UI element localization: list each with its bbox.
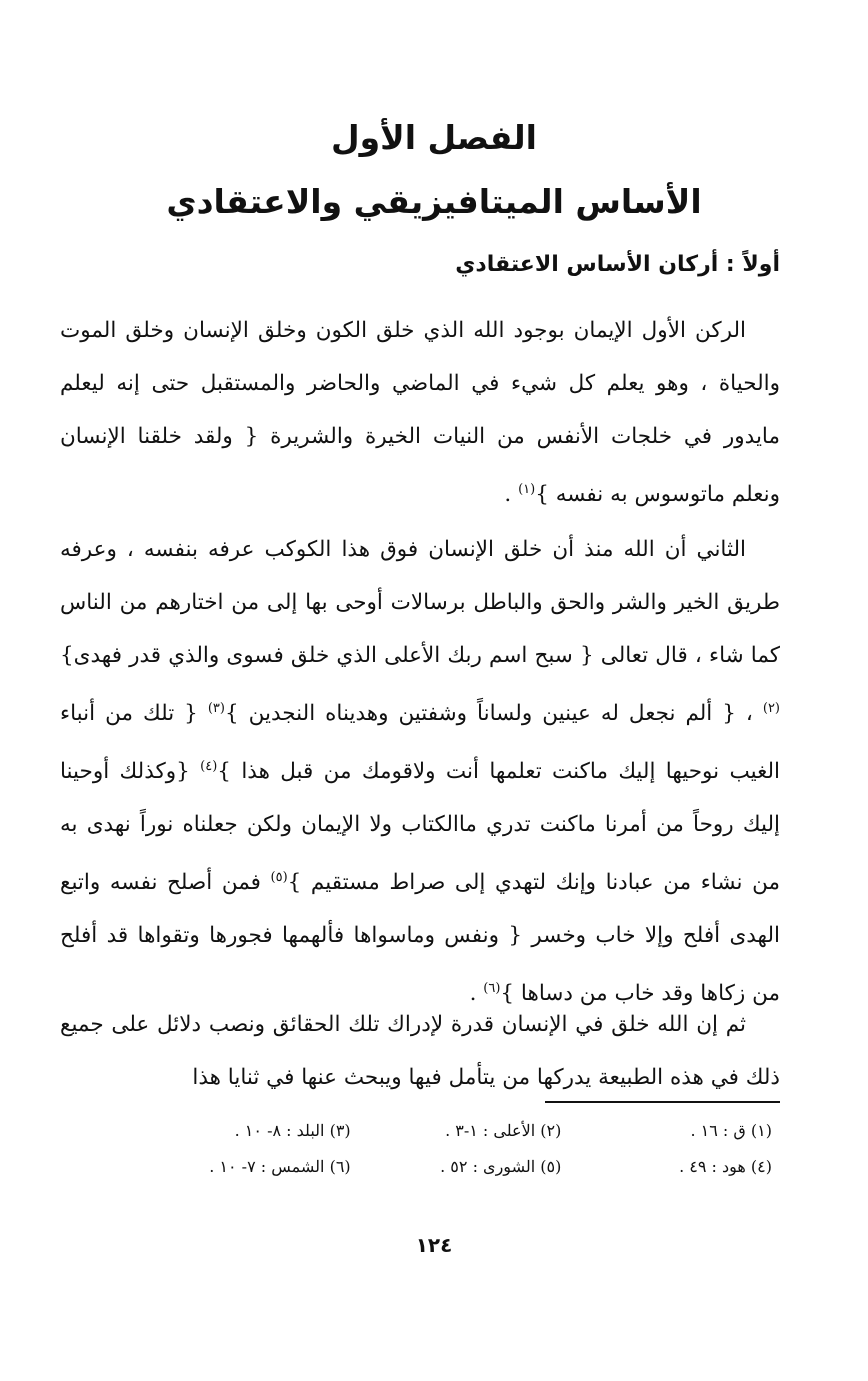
footnote-ref-5: (٥) xyxy=(270,870,288,886)
paragraph-2-part-6: . xyxy=(469,981,484,1007)
footnote-ref-4: (٤) xyxy=(200,759,218,775)
paragraph-2-part-4: {وكذلك أوحينا إليك روحاً من أمرنا ماكنت تدري ماالكتاب ولا الإيمان ولكن جعلناه نوراً نهدى به من نشاء من عبادنا وإنك لتهدي إلى صراط مستقيم } xyxy=(60,759,780,896)
footnote-ref-3: (٣) xyxy=(207,701,225,716)
footnote-6: (٦) الشمس : ٧- ١٠ . xyxy=(209,1157,351,1176)
footnote-ref-1: (١) xyxy=(518,482,536,497)
paragraph-3 xyxy=(60,998,780,1104)
chapter-heading: الفصل الأول xyxy=(331,118,537,157)
section-heading: أولاً : أركان الأساس الاعتقادي xyxy=(455,252,780,277)
footnote-1: (١) ق : ١٦ . xyxy=(690,1121,772,1140)
page-number: ١٢٤ xyxy=(415,1233,453,1257)
paragraph-2-part-1: الثاني أن الله منذ أن خلق الإنسان فوق هذا الكوكب عرفه بنفسه ، وعرفه طريق الخير والشر والحق والباطل برسالات أوحى بها إلى من اختارهم من الناس كما شاء ، قال تعالى { سبح اسم ربك الأعلى الذي خلق فسوى والذي قدر فهدى} xyxy=(60,537,780,668)
chapter-title: الأساس الميتافيزيقي والاعتقادي xyxy=(166,182,702,221)
footnotes xyxy=(140,1121,772,1193)
paragraph-1-text: الركن الأول الإيمان بوجود الله الذي خلق الكون وخلق الإنسان وخلق الموت والحياة ، وهو يعلم كل شيء في الماضي والحاضر والمستقبل حتى إنه ليعلم مايدور في خلجات الأنفس من النيات الخيرة والشريرة { ولقد خلقنا الإنسان ونعلم ماتوسوس به نفسه } xyxy=(60,318,780,508)
footnote-ref-2: (٢) xyxy=(762,701,780,716)
footnote-3: (٣) البلد : ٨- ١٠ . xyxy=(234,1121,351,1140)
footnote-2: (٢) الأعلى : ١-٣ . xyxy=(445,1121,562,1140)
paragraph-1-tail: . xyxy=(504,482,519,508)
paragraph-1 xyxy=(60,304,780,521)
paragraph-3-text: ثم إن الله خلق في الإنسان قدرة لإدراك تلك الحقائق ونصب دلائل على جميع ذلك في هذه الطبيعة يدركها من يتأمل فيها ويبحث عنها في ثنايا هذا xyxy=(60,1012,780,1090)
paragraph-2-part-2: ، { ألم نجعل له عينين ولساناً وشفتين وهديناه النجدين } xyxy=(224,701,763,727)
footnote-4: (٤) هود : ٤٩ . xyxy=(679,1157,772,1176)
footnote-ref-6: (٦) xyxy=(483,981,501,997)
paragraph-2-part-3: { تلك من أنباء الغيب نوحيها إليك ماكنت تعلمها أنت ولاقومك من قبل هذا } xyxy=(60,701,780,785)
paragraph-2 xyxy=(60,523,780,1021)
footnote-divider xyxy=(545,1101,780,1103)
footnote-5: (٥) الشورى : ٥٢ . xyxy=(440,1157,562,1176)
footnote-row xyxy=(140,1157,772,1193)
paragraph-2-part-5: فمن أصلح نفسه واتبع الهدى أفلح وإلا خاب وخسر { ونفس وماسواها فألهمها فجورها وتقواها قد أفلح من زكاها وقد خاب من دساها } xyxy=(60,870,780,1007)
footnote-row xyxy=(140,1121,772,1157)
